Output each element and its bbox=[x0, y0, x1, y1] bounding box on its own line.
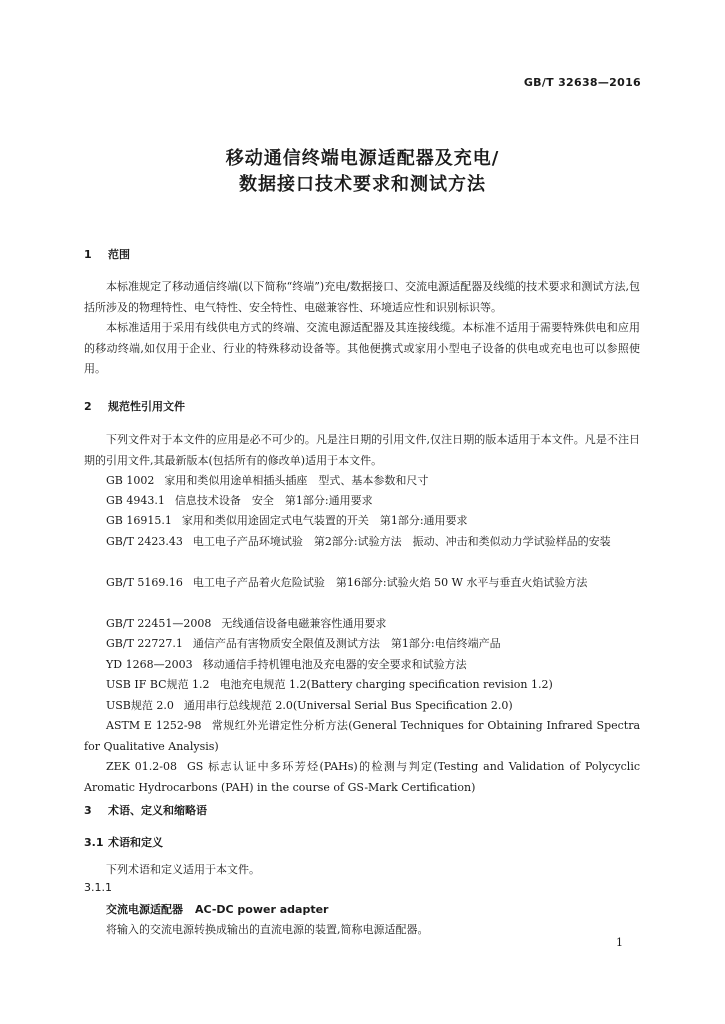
reference-item bbox=[84, 573, 640, 594]
section-3-heading bbox=[84, 802, 207, 818]
reference-code: YD 1268—2003 bbox=[106, 658, 193, 671]
term-entry bbox=[106, 901, 328, 917]
reference-item bbox=[84, 511, 640, 532]
reference-code: GB 4943.1 bbox=[106, 494, 165, 507]
section-1-paragraph-2: 本标准适用于采用有线供电方式的终端、交流电源适配器及其连接线缆。本标准不适用于需要特殊供电和应用的移动终端,如仅用于企业、行业的特殊移动设备等。其他便携式或家用小型电子设备的供电或充电也可以参照使用。 bbox=[84, 321, 640, 375]
reference-code: GB/T 5169.16 bbox=[106, 576, 183, 589]
section-number: 3 bbox=[84, 804, 92, 817]
reference-item bbox=[84, 532, 640, 553]
section-title: 规范性引用文件 bbox=[108, 400, 185, 413]
reference-code: GB/T 2423.43 bbox=[106, 535, 183, 548]
reference-title: 信息技术设备 安全 第1部分:通用要求 bbox=[174, 494, 373, 507]
reference-code: USB IF BC规范 1.2 bbox=[106, 678, 210, 691]
reference-code: GB/T 22451—2008 bbox=[106, 617, 212, 630]
section-title: 术语、定义和缩略语 bbox=[108, 804, 207, 817]
subsection-3-1-heading bbox=[84, 834, 163, 850]
reference-title: 常规红外光谱定性分析方法(General Techniques for Obtaining Infrared Spectra for Qualitative Analysis) bbox=[84, 719, 641, 753]
section-2-intro: 下列文件对于本文件的应用是必不可少的。凡是注日期的引用文件,仅注日期的版本适用于本文件。凡是不注日期的引用文件,其最新版本(包括所有的修改单)适用于本文件。 bbox=[84, 433, 640, 467]
reference-code: USB规范 2.0 bbox=[106, 699, 174, 712]
reference-item bbox=[84, 471, 640, 492]
section-title: 范围 bbox=[108, 248, 130, 261]
section-1-paragraph-1: 本标准规定了移动通信终端(以下简称“终端”)充电/数据接口、交流电源适配器及线缆的技术要求和测试方法,包括所涉及的物理特性、电气特性、安全特性、电磁兼容性、环境适应性和识别标识等。 bbox=[84, 280, 640, 314]
page-number: 1 bbox=[616, 936, 623, 949]
section-3-intro: 下列术语和定义适用于本文件。 bbox=[106, 863, 260, 876]
reference-item bbox=[84, 655, 640, 676]
reference-item bbox=[84, 491, 640, 512]
document-title-line1: 移动通信终端电源适配器及充电/ bbox=[225, 148, 500, 169]
term-number: 3.1.1 bbox=[84, 881, 112, 894]
section-2-heading bbox=[84, 398, 185, 414]
reference-title: 家用和类似用途单相插头插座 型式、基本参数和尺寸 bbox=[164, 474, 429, 487]
reference-item bbox=[84, 716, 640, 757]
section-number: 1 bbox=[84, 248, 92, 261]
document-title-line2: 数据接口技术要求和测试方法 bbox=[239, 174, 486, 195]
subsection-number: 3.1 bbox=[84, 836, 104, 849]
reference-item bbox=[84, 634, 640, 655]
reference-title: 电池充电规范 1.2(Battery charging specification revision 1.2) bbox=[219, 678, 553, 691]
reference-item bbox=[84, 696, 640, 717]
reference-code: GB 16915.1 bbox=[106, 514, 172, 527]
subsection-title: 术语和定义 bbox=[108, 836, 163, 849]
reference-item bbox=[84, 614, 640, 635]
term-english: AC-DC power adapter bbox=[195, 903, 329, 916]
term-definition: 将输入的交流电源转换成输出的直流电源的装置,简称电源适配器。 bbox=[106, 923, 429, 936]
reference-title: 电工电子产品环境试验 第2部分:试验方法 振动、冲击和类似动力学试验样品的安装 bbox=[192, 535, 611, 548]
section-number: 2 bbox=[84, 400, 92, 413]
reference-title: 通用串行总线规范 2.0(Universal Serial Bus Specification 2.0) bbox=[183, 699, 513, 712]
reference-item bbox=[84, 757, 640, 798]
term-chinese: 交流电源适配器 bbox=[106, 903, 183, 916]
reference-code: GB/T 22727.1 bbox=[106, 637, 183, 650]
reference-item bbox=[84, 675, 640, 696]
reference-code: GB 1002 bbox=[106, 474, 155, 487]
reference-code: ASTM E 1252-98 bbox=[106, 719, 202, 732]
reference-code: ZEK 01.2-08 bbox=[106, 760, 177, 773]
reference-title: 家用和类似用途固定式电气装置的开关 第1部分:通用要求 bbox=[181, 514, 468, 527]
reference-title: 无线通信设备电磁兼容性通用要求 bbox=[221, 617, 387, 630]
section-1-heading bbox=[84, 246, 130, 262]
reference-title: GS 标志认证中多环芳烃(PAHs)的检测与判定(Testing and Validation of Polycyclic Aromatic Hydrocarbons (PAH) in the course of GS-Mark Certification) bbox=[84, 760, 640, 794]
reference-title: 电工电子产品着火危险试验 第16部分:试验火焰 50 W 水平与垂直火焰试验方法 bbox=[192, 576, 588, 589]
reference-title: 移动通信手持机锂电池及充电器的安全要求和试验方法 bbox=[202, 658, 467, 671]
standard-code: GB/T 32638—2016 bbox=[523, 76, 641, 89]
reference-title: 通信产品有害物质安全限值及测试方法 第1部分:电信终端产品 bbox=[192, 637, 501, 650]
